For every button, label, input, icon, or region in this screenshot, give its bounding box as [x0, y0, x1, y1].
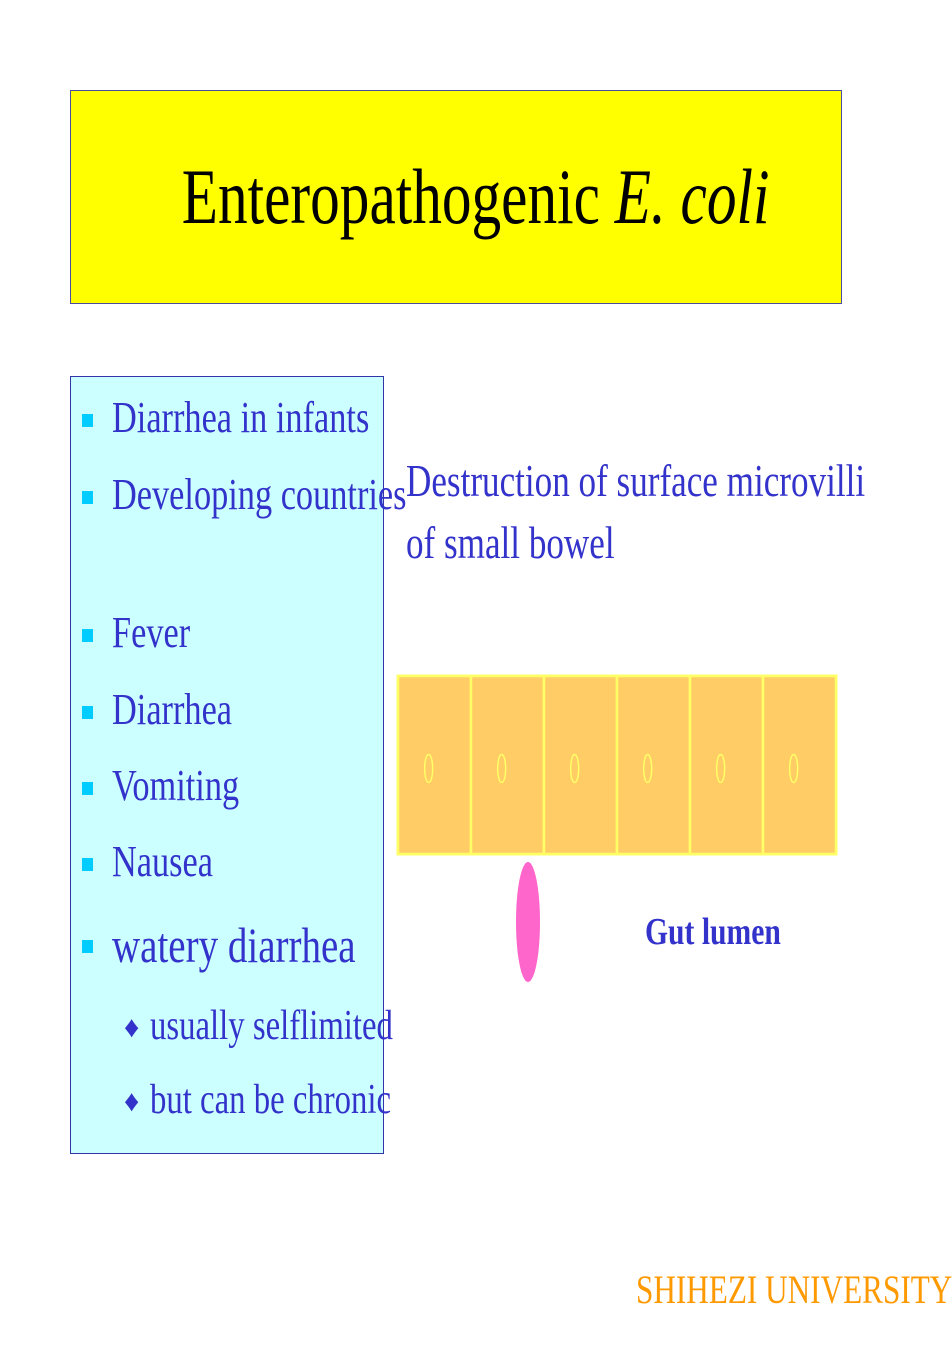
square-bullet-icon: [82, 629, 93, 642]
description-line: of small bowel: [406, 518, 615, 568]
square-bullet-icon: [82, 706, 93, 719]
epithelial-cell: [763, 676, 836, 854]
square-bullet-icon: [82, 858, 93, 871]
title-italic: E. coli: [615, 153, 770, 240]
epithelial-cell: [544, 676, 617, 854]
gut-lumen-label: Gut lumen: [645, 911, 781, 953]
epithelial-cell: [471, 676, 544, 854]
square-bullet-icon: [82, 782, 93, 795]
title-main: Enteropathogenic: [182, 153, 616, 240]
diamond-bullet-icon: ♦: [124, 1085, 140, 1118]
bacterium-icon: [516, 862, 540, 982]
slide-title: [0, 153, 952, 240]
footer-university: SHIHEZI UNIVERSITY: [636, 1267, 952, 1312]
epithelial-cell: [398, 676, 471, 854]
epithelial-cell: [617, 676, 690, 854]
square-bullet-icon: [82, 414, 93, 427]
epithelial-cell: [690, 676, 763, 854]
diamond-bullet-icon: ♦: [124, 1011, 140, 1044]
description: [406, 450, 866, 574]
square-bullet-icon: [82, 491, 93, 504]
square-bullet-icon: [82, 940, 93, 953]
description-line: Destruction of surface microvilli: [406, 456, 866, 506]
